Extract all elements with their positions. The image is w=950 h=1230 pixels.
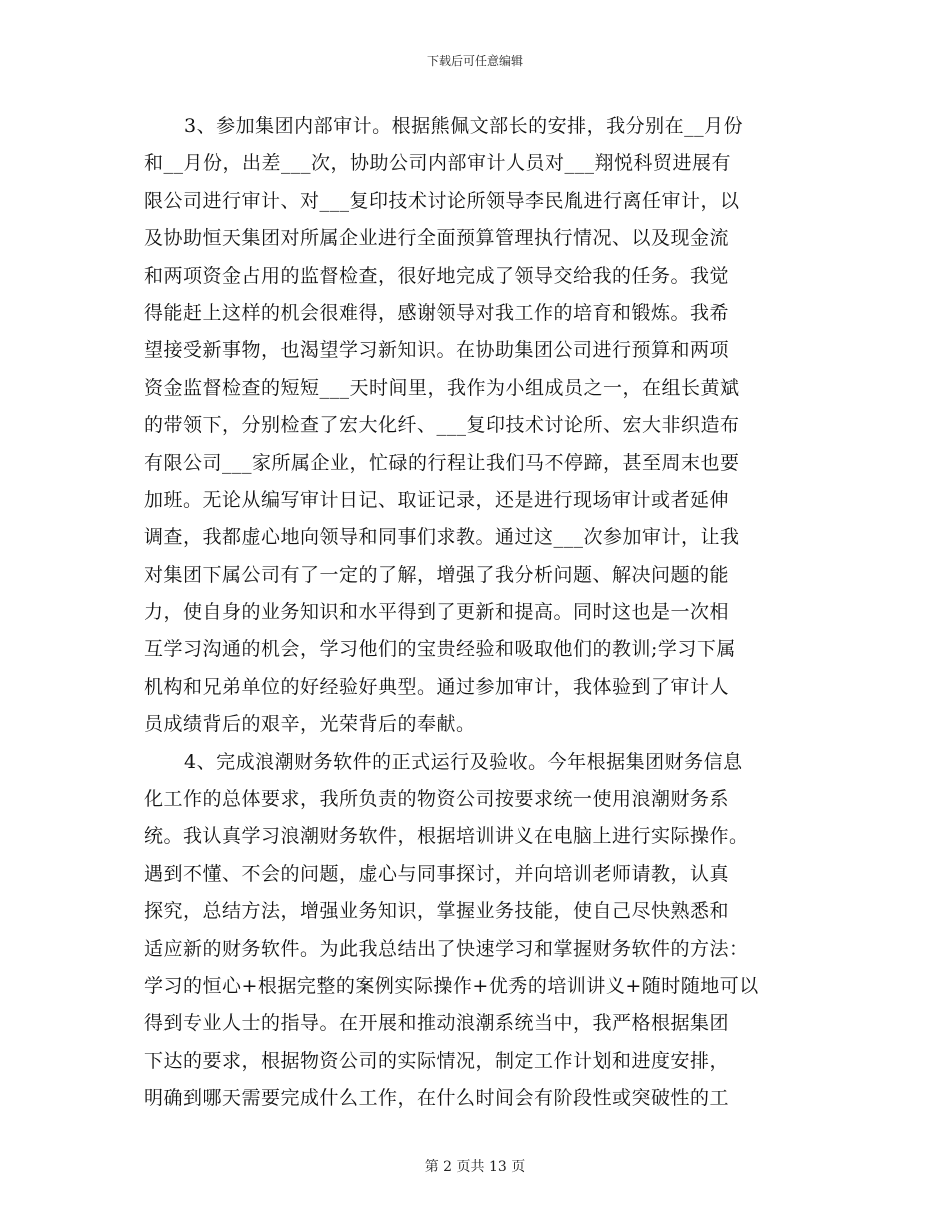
paragraph-3-line: 互学习沟通的机会，学习他们的宝贵经验和吸取他们的教训;学习下属 (144, 638, 736, 661)
paragraph-4-line: 化工作的总体要求，我所负责的物资公司按要求统一使用浪潮财务系 (144, 788, 730, 811)
paragraph-3-line: 资金监督检查的短短___天时间里，我作为小组成员之一，在组长黄斌 (144, 376, 740, 399)
paragraph-3-line: 对集团下属公司有了一定的了解，增强了我分析问题、解决问题的能 (144, 563, 730, 586)
paragraph-4-line: 明确到哪天需要完成什么工作，在什么时间会有阶段性或突破性的工 (144, 1087, 730, 1110)
paragraph-3-line: 3、参加集团内部审计。根据熊佩文部长的安排，我分别在__月份 (184, 115, 744, 137)
page-number-footer: 第 2 页共 13 页 (424, 1159, 526, 1175)
paragraph-4-line: 统。我认真学习浪潮财务软件，根据培训讲义在电脑上进行实际操作。 (144, 825, 749, 848)
paragraph-3-line: 的带领下，分别检查了宏大化纤、___复印技术讨论所、宏大非织造布 (144, 414, 740, 437)
paragraph-3-line: 及协助恒天集团对所属企业进行全面预算管理执行情况、以及现金流 (144, 227, 730, 250)
document-body (144, 108, 808, 1118)
paragraph-3-line: 调查，我都虚心地向领导和同事们求教。通过这___次参加审计，让我 (144, 526, 740, 549)
paragraph-4-line: 遇到不懂、不会的问题，虚心与同事探讨，并向培训老师请教，认真 (144, 862, 730, 885)
paragraph-4-line: 得到专业人士的指导。在开展和推动浪潮系统当中，我严格根据集团 (144, 1012, 730, 1035)
paragraph-3-line: 限公司进行审计、对___复印技术讨论所领导李民胤进行离任审计，以 (144, 189, 740, 212)
paragraph-3-line: 和__月份，出差___次，协助公司内部审计人员对___翔悦科贸进展有 (144, 152, 732, 175)
paragraph-3-line: 机构和兄弟单位的好经验好典型。通过参加审计，我体验到了审计人 (144, 675, 730, 698)
paragraph-3-line: 力，使自身的业务知识和水平得到了更新和提高。同时这也是一次相 (144, 601, 730, 624)
paragraph-3-line: 得能赶上这样的机会很难得，感谢领导对我工作的培育和锻炼。我希 (144, 301, 730, 324)
paragraph-3-line: 员成绩背后的艰辛，光荣背后的奉献。 (144, 713, 476, 736)
paragraph-4-line: 下达的要求，根据物资公司的实际情况，制定工作计划和进度安排， (144, 1049, 730, 1072)
paragraph-3-line: 有限公司___家所属企业，忙碌的行程让我们马不停蹄，甚至周末也要 (144, 451, 740, 474)
paragraph-3-line: 和两项资金占用的监督检查，很好地完成了领导交给我的任务。我觉 (144, 264, 730, 287)
paragraph-4-line: 探究，总结方法，增强业务知识，掌握业务技能，使自己尽快熟悉和 (144, 900, 730, 923)
page-header-note: 下载后可任意编辑 (426, 54, 523, 68)
paragraph-4-line: 4、完成浪潮财务软件的正式运行及验收。今年根据集团财务信息 (184, 750, 743, 773)
paragraph-3-line: 加班。无论从编写审计日记、取证记录，还是进行现场审计或者延伸 (144, 488, 730, 511)
paragraph-3-line: 望接受新事物，也渴望学习新知识。在协助集团公司进行预算和两项 (144, 339, 730, 362)
paragraph-4-line: 适应新的财务软件。为此我总结出了快速学习和掌握财务软件的方法： (144, 937, 749, 960)
paragraph-4-line: 学习的恒心+根据完整的案例实际操作+优秀的培训讲义+随时随地可以 (144, 974, 759, 997)
